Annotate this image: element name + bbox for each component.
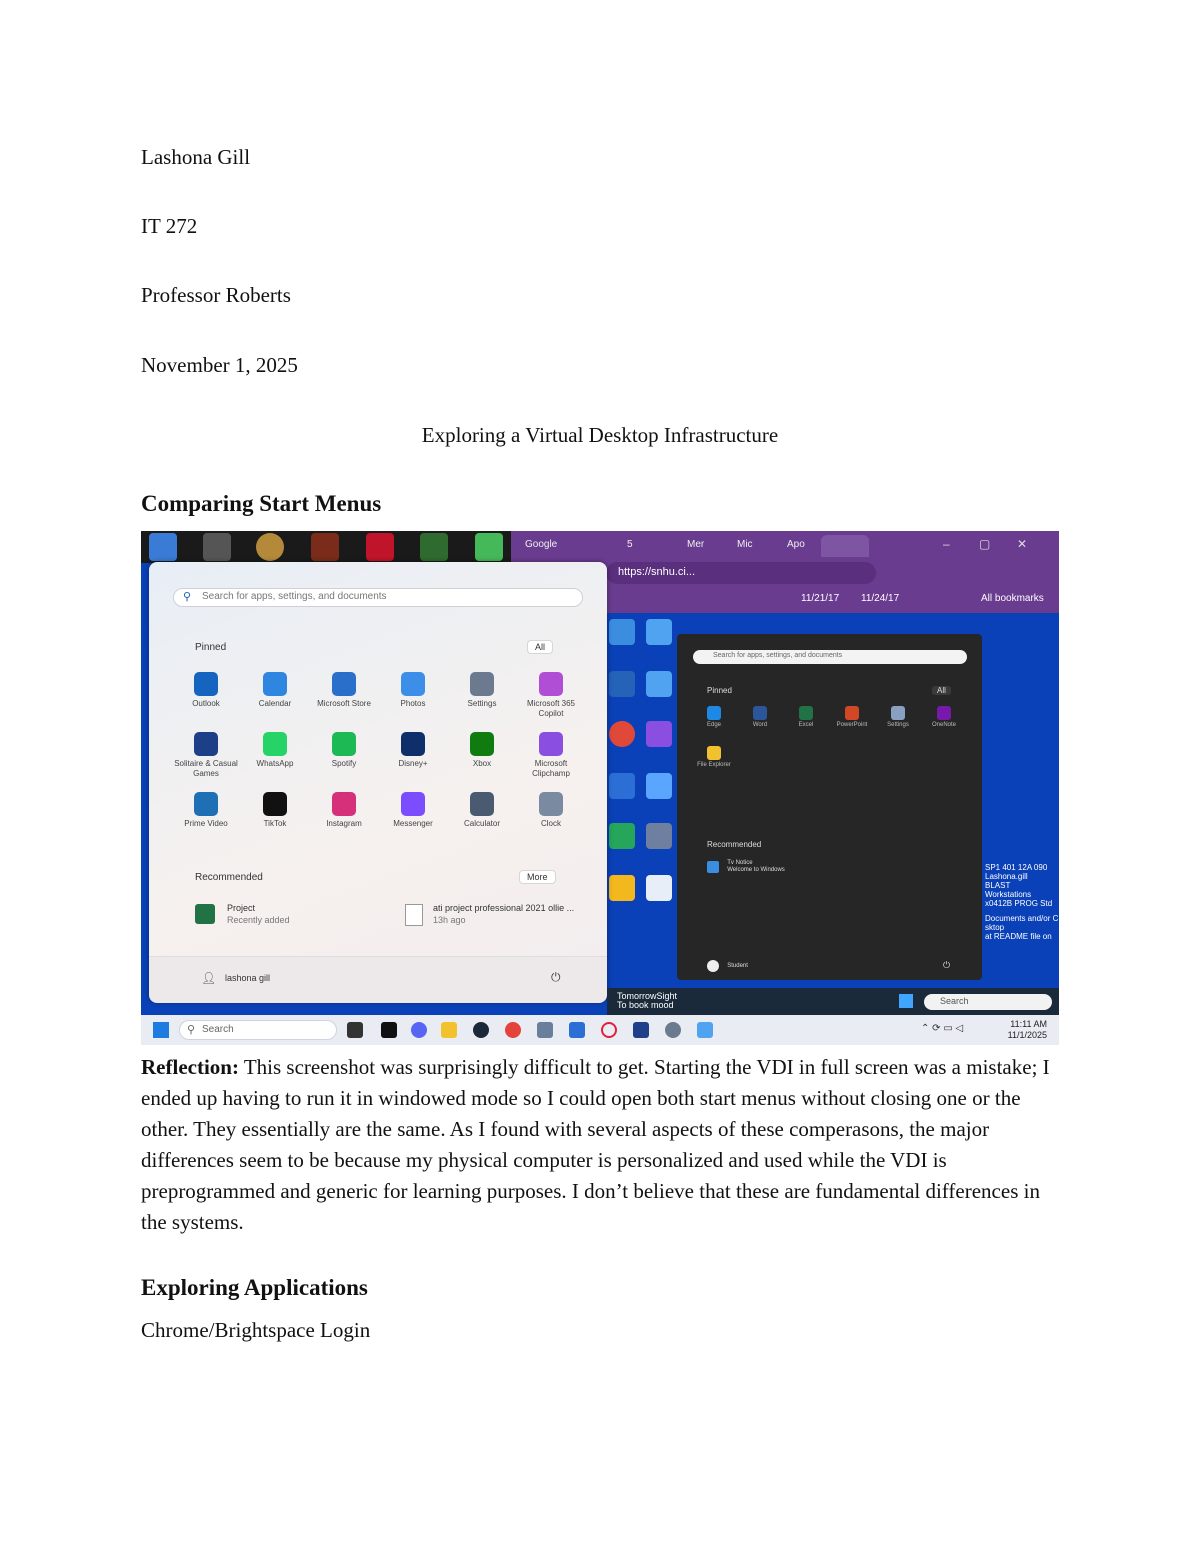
- app-icon: [799, 706, 813, 720]
- windows-start-icon[interactable]: [899, 994, 913, 1008]
- app-icon[interactable]: [381, 1022, 397, 1038]
- desktop-app-icon[interactable]: [646, 875, 672, 901]
- pinned-app[interactable]: [830, 706, 874, 728]
- pinned-app[interactable]: [378, 792, 448, 829]
- author-name: Lashona Gill: [141, 145, 251, 169]
- discord-icon[interactable]: [411, 1022, 427, 1038]
- all-bookmarks[interactable]: All bookmarks: [981, 593, 1044, 604]
- app-icon: [707, 706, 721, 720]
- all-apps-button[interactable]: All: [527, 640, 553, 654]
- vdi-user-line: To book mood: [617, 1000, 674, 1010]
- vdi-user[interactable]: [707, 960, 748, 972]
- vdi-search-input[interactable]: Search for apps, settings, and documents: [693, 650, 967, 664]
- recommended-name: ati project professional 2021 ollie ...: [433, 903, 575, 913]
- app-label: Xbox: [472, 759, 492, 768]
- professor-name: Professor Roberts: [141, 283, 291, 307]
- app-icon: [891, 706, 905, 720]
- pinned-label: Pinned: [707, 686, 732, 695]
- app-label: OneNote: [931, 722, 956, 728]
- search-icon: ⚲: [183, 591, 192, 603]
- bookmark-item[interactable]: 11/24/17: [861, 593, 900, 604]
- pinned-app[interactable]: [171, 732, 241, 779]
- app-label: TikTok: [263, 819, 287, 828]
- tray-icons[interactable]: ⌃ ⟳ ▭ ◁: [921, 1023, 964, 1034]
- close-icon[interactable]: ✕: [1017, 537, 1028, 551]
- app-label: Calculator: [463, 819, 500, 828]
- app-label: Excel: [798, 722, 814, 728]
- app-icon: [470, 672, 494, 696]
- recommended-sub: Recently added: [227, 915, 290, 925]
- opera-icon[interactable]: [601, 1022, 617, 1038]
- game-icon: [256, 533, 284, 561]
- app-icon: [194, 672, 218, 696]
- app-icon: [539, 672, 563, 696]
- pinned-app[interactable]: [240, 792, 310, 829]
- windows-icon: [707, 861, 719, 873]
- taskbar: [141, 1015, 1059, 1045]
- app-icon: [401, 672, 425, 696]
- taskbar-clock[interactable]: [1008, 1019, 1047, 1041]
- vdi-start-menu: [677, 634, 982, 980]
- document-title: Exploring a Virtual Desktop Infrastructure: [421, 423, 779, 447]
- pinned-app[interactable]: [876, 706, 920, 728]
- game-icon: [366, 533, 394, 561]
- bookmark-item[interactable]: 11/21/17: [801, 593, 840, 604]
- desktop-app-icon[interactable]: [646, 619, 672, 645]
- physical-start-menu: [149, 562, 607, 1002]
- desktop-icon-strip: [141, 531, 511, 563]
- app-label: Settings: [887, 722, 909, 728]
- start-menu-comparison-screenshot: [141, 531, 1059, 1045]
- game-icon: [203, 533, 231, 561]
- recommended-name: Tv Notice: [727, 860, 753, 866]
- recycle-bin-icon: [149, 533, 177, 561]
- browser-tab[interactable]: Apo: [787, 539, 805, 550]
- app-icon: [753, 706, 767, 720]
- search-placeholder: Search for apps, settings, and documents: [202, 591, 387, 602]
- desktop-app-icon[interactable]: [646, 773, 672, 799]
- app-label: Disney+: [398, 759, 428, 768]
- app-icon: [263, 792, 287, 816]
- desktop-app-icon[interactable]: [646, 671, 672, 697]
- app-icon: [263, 732, 287, 756]
- app-icon: [401, 732, 425, 756]
- app-icon: [194, 732, 218, 756]
- app-icon[interactable]: [569, 1022, 585, 1038]
- app-icon: [937, 706, 951, 720]
- recommended-item[interactable]: [195, 902, 290, 926]
- file-explorer-icon[interactable]: [441, 1022, 457, 1038]
- game-icon: [311, 533, 339, 561]
- start-footer: [149, 956, 607, 1003]
- user-icon[interactable]: 👤︎: [201, 971, 217, 985]
- app-label: Solitaire & Casual Games: [174, 759, 238, 778]
- app-icon[interactable]: [697, 1022, 713, 1038]
- address-bar[interactable]: https://snhu.ci...: [606, 562, 876, 584]
- start-search-input[interactable]: [173, 588, 583, 607]
- desktop-app-icon[interactable]: [646, 721, 672, 747]
- pinned-app[interactable]: [240, 672, 310, 709]
- desktop-app-icon[interactable]: [609, 773, 635, 799]
- app-label: File Explorer: [697, 762, 731, 768]
- pinned-app[interactable]: [447, 732, 517, 769]
- app-label: Edge: [706, 722, 721, 728]
- project-icon: [195, 904, 215, 924]
- desktop-text: Documents and/or C: [985, 914, 1059, 923]
- app-label: Word: [752, 722, 768, 728]
- pinned-app[interactable]: [309, 672, 379, 709]
- desktop-app-icon[interactable]: [609, 619, 635, 645]
- pinned-app[interactable]: [240, 732, 310, 769]
- app-label: Microsoft 365 Copilot: [526, 699, 576, 718]
- app-label: Outlook: [192, 699, 220, 708]
- pinned-label: Pinned: [195, 642, 227, 653]
- app-icon: [845, 706, 859, 720]
- vdi-taskbar-search[interactable]: Search: [924, 994, 1052, 1010]
- pinned-app[interactable]: [516, 792, 586, 829]
- more-button[interactable]: More: [519, 870, 556, 884]
- desktop-text: Lashona.gill: [985, 872, 1028, 881]
- recommended-label: Recommended: [707, 840, 762, 849]
- reflection-paragraph: [141, 1052, 1066, 1238]
- pinned-app[interactable]: [309, 792, 379, 829]
- steam-icon[interactable]: [473, 1022, 489, 1038]
- user-icon: [707, 960, 719, 972]
- file-icon: [405, 904, 423, 926]
- app-icon: [470, 792, 494, 816]
- game-icon: [420, 533, 448, 561]
- pinned-app[interactable]: [516, 672, 586, 719]
- recommended-name: Project: [227, 903, 256, 913]
- desktop-app-icon[interactable]: [609, 671, 635, 697]
- task-view-icon[interactable]: [347, 1022, 363, 1038]
- app-label: Messenger: [393, 819, 433, 828]
- pinned-app[interactable]: [692, 746, 736, 768]
- windows-start-icon[interactable]: [153, 1022, 169, 1038]
- desktop-text: SP1 401 12A 090: [985, 863, 1048, 872]
- app-label: Clock: [540, 819, 561, 828]
- app-icon: [539, 792, 563, 816]
- pinned-app[interactable]: [447, 792, 517, 829]
- all-apps-button[interactable]: All: [932, 686, 951, 695]
- app-label: PowerPoint: [836, 722, 868, 728]
- user-name: Student: [727, 963, 748, 969]
- app-label: Instagram: [326, 819, 362, 828]
- pinned-app[interactable]: [738, 706, 782, 728]
- user-name[interactable]: lashona gill: [225, 973, 271, 983]
- recommended-sub: Welcome to Windows: [727, 867, 785, 873]
- app-label: Prime Video: [184, 819, 228, 828]
- app-label: Microsoft Clipchamp: [532, 759, 570, 778]
- vdi-taskbar: [607, 988, 1059, 1015]
- desktop-app-icon[interactable]: [609, 875, 635, 901]
- reflection-label: Reflection:: [141, 1055, 239, 1079]
- section-heading-start-menus: Comparing Start Menus: [141, 491, 382, 516]
- chrome-icon[interactable]: [505, 1022, 521, 1038]
- browser-tab[interactable]: Mer: [687, 539, 705, 550]
- settings-icon[interactable]: [665, 1022, 681, 1038]
- recommended-item[interactable]: [707, 860, 785, 874]
- app-icon[interactable]: [537, 1022, 553, 1038]
- pinned-app[interactable]: [378, 672, 448, 709]
- taskbar-search[interactable]: [179, 1020, 337, 1040]
- pinned-app[interactable]: [171, 792, 241, 829]
- browser-tab[interactable]: 5: [627, 539, 633, 550]
- clock-date: 11/1/2025: [1007, 1030, 1047, 1040]
- taskbar-search-text: Search: [202, 1024, 234, 1035]
- search-icon: ⚲: [187, 1024, 196, 1036]
- app-label: WhatsApp: [256, 759, 294, 768]
- desktop-text: Workstations: [985, 890, 1032, 899]
- app-icon: [539, 732, 563, 756]
- app-icon: [470, 732, 494, 756]
- document-date: November 1, 2025: [141, 353, 298, 377]
- vdi-user-line: TomorrowSight: [617, 991, 678, 1001]
- game-icon: [475, 533, 503, 561]
- pinned-app[interactable]: [784, 706, 828, 728]
- recommended-sub: 13h ago: [433, 915, 466, 925]
- pinned-app[interactable]: [171, 672, 241, 709]
- vdi-taskbar-user[interactable]: [617, 992, 677, 1010]
- desktop-app-icon[interactable]: [609, 823, 635, 849]
- pinned-app[interactable]: [309, 732, 379, 769]
- app-icon: [707, 746, 721, 760]
- app-label: Spotify: [331, 759, 357, 768]
- browser-tab[interactable]: Mic: [737, 539, 753, 550]
- maximize-icon[interactable]: ▢: [979, 537, 991, 551]
- recommended-item[interactable]: [405, 902, 574, 926]
- power-icon[interactable]: ⏻: [943, 960, 951, 970]
- power-icon[interactable]: ⏻: [551, 970, 561, 984]
- app-icon: [263, 672, 287, 696]
- desktop-app-icon[interactable]: [646, 823, 672, 849]
- app-label: Settings: [467, 699, 497, 708]
- minimize-icon[interactable]: –: [943, 537, 950, 551]
- app-icon: [401, 792, 425, 816]
- desktop-text: at README file on: [985, 932, 1052, 941]
- browser-tab-active[interactable]: [821, 535, 869, 557]
- browser-tab[interactable]: Google: [525, 539, 558, 550]
- desktop-file-list: [985, 863, 1058, 941]
- app-icon: [194, 792, 218, 816]
- desktop-text: sktop: [985, 923, 1005, 932]
- desktop-text: x0412B PROG Std: [985, 899, 1053, 908]
- subheading-chrome: Chrome/Brightspace Login: [141, 1318, 371, 1342]
- desktop-text: BLAST: [985, 881, 1011, 890]
- app-icon: [332, 672, 356, 696]
- pinned-app[interactable]: [447, 672, 517, 709]
- clock-time: 11:11 AM: [1010, 1019, 1047, 1029]
- app-label: Calendar: [258, 699, 292, 708]
- pinned-app[interactable]: [922, 706, 966, 728]
- pinned-app[interactable]: [378, 732, 448, 769]
- section-heading-applications: Exploring Applications: [141, 1275, 368, 1300]
- app-icon: [332, 792, 356, 816]
- app-label: Photos: [400, 699, 426, 708]
- app-icon: [332, 732, 356, 756]
- pinned-app[interactable]: [516, 732, 586, 779]
- course-code: IT 272: [141, 214, 198, 238]
- reflection-text: This screenshot was surprisingly difficult to get. Starting the VDI in full screen was a mistake; I ended up having to run it in windowed mode so I could open both start menus without closing one or the other. They essentially are the same. As I found with several aspects of these comperasons, the major differences seem to be because my physical computer is personalized and used while the VDI is preprogrammed and generic for learning purposes. I don’t believe that these are fundamental differences in the systems.: [141, 1055, 1050, 1234]
- vpn-icon[interactable]: [633, 1022, 649, 1038]
- desktop-app-icon[interactable]: [609, 721, 635, 747]
- app-label: Microsoft Store: [317, 699, 371, 708]
- pinned-app[interactable]: [692, 706, 736, 728]
- recommended-label: Recommended: [195, 872, 263, 883]
